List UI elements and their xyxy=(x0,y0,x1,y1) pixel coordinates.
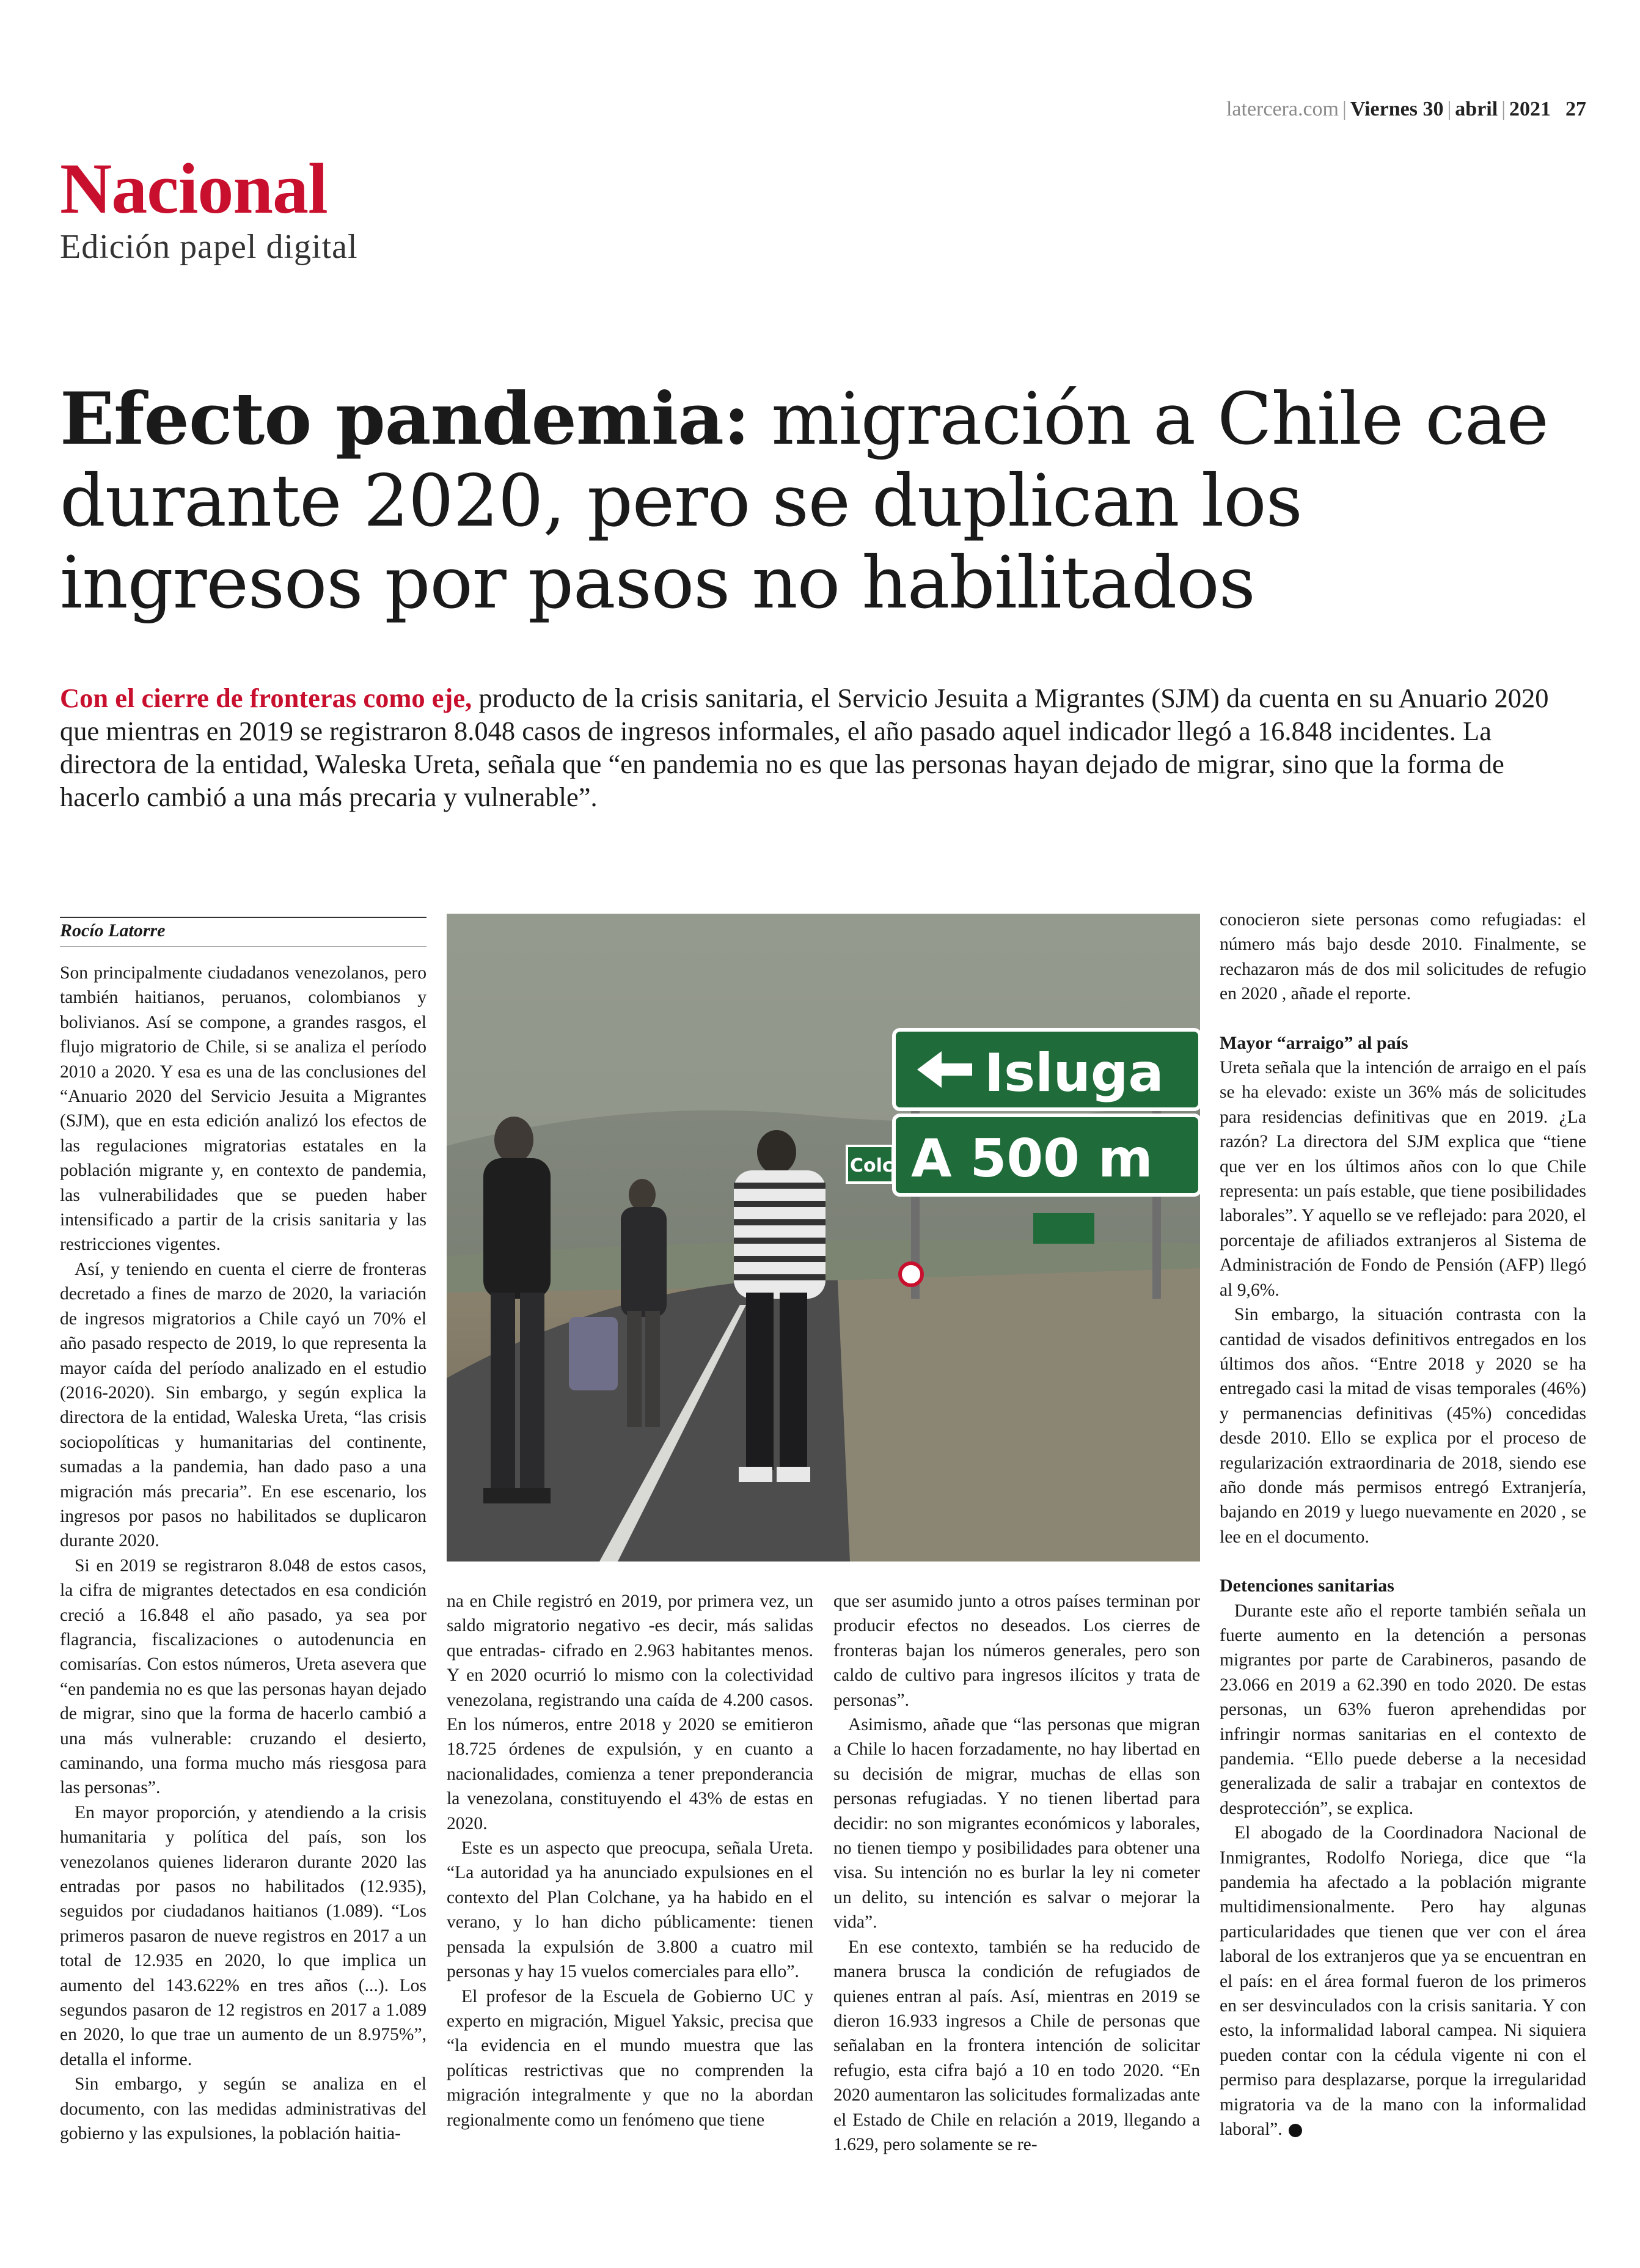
paragraph-text: El abogado de la Coordinadora Nacional de Inmigrantes, Rodolfo Noriega, dice que “la pandemia ha afectado a la población migrante multidimensionalmente. Pero hay algunas particularidades que tienen que ver con el área laboral de los extranjeros que ya se encuentran en el país: en el área formal fueron de los primeros en ser desvinculados con la crisis sanitaria. Y con esto, la informalidad laboral campea. Ni siquiera pueden contar con la cédula vigente ni con el permiso para desplazarse, porque la irregularidad migratoria va de la mano con la informalidad laboral”. xyxy=(1220,1823,1586,2140)
sign-distance: A 500 m xyxy=(911,1128,1153,1189)
paragraph: que ser asumido junto a otros países terminan por producir efectos no deseados. Los cierres de fronteras bajan los números generales, pero son caldo de cultivo para ingresos ilícitos y trata de personas”. xyxy=(833,1591,1200,1710)
subheading: Detenciones sanitarias xyxy=(1220,1576,1394,1596)
date-weekday: Viernes 30 xyxy=(1350,98,1444,120)
paragraph: Asimismo, añade que “las personas que migran a Chile lo hacen forzadamente, no hay libertad en su decisión de migrar, muchas de ellas son personas refugiadas. Y no tienen libertad para decidir: no son migrantes económicos y laborales, no tienen tiempo y posibilidades para obtener una visa. Su intención no es burlar la ley ni cometer un delito, su intención es salvar o mejorar la vida”. xyxy=(833,1715,1200,1932)
paragraph: Este es un aspecto que preocupa, señala Ureta. “La autoridad ya ha anunciado expulsiones en el contexto del Plan Colchane, ya ha habido en el verano, y lo han dicho públicamente: tienen pensada la expulsión de 3.800 a cuatro mil personas y hay 15 vuelos comerciales para ello”. xyxy=(447,1838,813,1982)
end-mark-icon xyxy=(1289,2124,1302,2137)
paragraph xyxy=(1220,1821,1586,2141)
paragraph: Si en 2019 se registraron 8.048 de estos casos, la cifra de migrantes detectados en esa condición creció a 16.848 el año pasado, ya sea por flagrancia, fiscalizaciones o autodenuncia en comisarías. Con estos números, Ureta asevera que “en pandemia no es que las personas hayan dejado de migrar, sino que la forma de hacerlo cambió a una más vulnerable: cruzando el desierto, caminando, una forma mucho más riesgosa para las personas”. xyxy=(60,1555,426,1798)
headline-rest: migración a Chile cae durante 2020, pero se duplican los ingresos por pasos no habilitados xyxy=(60,377,1548,625)
page-number: 27 xyxy=(1565,98,1586,120)
article-headline xyxy=(60,378,1587,624)
article-column-3 xyxy=(833,1589,1200,2154)
site-link[interactable]: latercera.com xyxy=(1226,98,1339,120)
subheading: Mayor “arraigo” al país xyxy=(1220,1032,1408,1053)
byline: Rocío Latorre xyxy=(60,917,426,947)
paragraph: Son principalmente ciudadanos venezolanos, pero también haitianos, peruanos, colombianos y bolivianos. Así se compone, a grandes rasgos, el flujo migratorio de Chile, si se analiza el período 2010 a 2020. Y esa es una de las conclusiones del “Anuario 2020 del Servicio Jesuita a Migrantes (SJM), que en esta edición analizó los efectos de las regulaciones migratorias estatales en la población migrante y, en contexto de pandemia, las vulnerabilidades que se pueden haber intensificado a partir de la crisis sanitaria y las restricciones vigentes. xyxy=(60,963,426,1255)
paragraph: Así, y teniendo en cuenta el cierre de fronteras decretado a fines de marzo de 2020, la variación de ingresos migratorios a Chile cayó un 70% el año pasado respecto de 2019, lo que representa la mayor caída del período analizado en el estudio (2016-2020). Sin embargo, y según explica la directora de la entidad, Waleska Ureta, “las crisis sociopolíticas y humanitarias del continente, sumadas a la pandemia, han dado paso a una migración más precaria”. En ese escenario, los ingresos por pasos no habilitados se duplicaron durante 2020. xyxy=(60,1259,426,1551)
paragraph: Durante este año el reporte también señala un fuerte aumento en la detención a personas migrantes por parte de Carabineros, pasando de 23.066 en 2019 a 62.390 en todo 2020. De estas personas, un 63% fueron aprehendidas por infringir normas sanitarias en el contexto de pandemia. “Ello puede deberse a la necesidad generalizada de salir a trabajar en contextos de desprotección”, se explica. xyxy=(1220,1601,1586,1818)
article-column-2 xyxy=(447,1589,813,2130)
paragraph: En ese contexto, también se ha reducido de manera brusca la condición de refugiados de quienes entran al país. Así, mientras en 2019 se dieron 16.933 ingresos a Chile de personas que señalaban en la frontera intención de solicitar refugio, esta cifra bajó a 10 en todo 2020. “En 2020 aumentaron las solicitudes formalizadas ante el Estado de Chile en relación a 2019, llegando a 1.629, pero solamente se re- xyxy=(833,1937,1200,2154)
paragraph: na en Chile registró en 2019, por primera vez, un saldo migratorio negativo -es decir, más salidas que entradas- cifrado en 2.963 habitantes menos. Y en 2020 ocurrió lo mismo con la colectividad venezolana, registrando una caída de 4.200 casos. En los números, entre 2018 y 2020 se emitieron 18.725 órdenes de expulsión, y en cuanto a nacionalidades, comienza a tener preponderancia la venezolana, constituyendo el 43% de estas en 2020. xyxy=(447,1591,813,1833)
article-column-1 xyxy=(60,961,426,2144)
article-column-4 xyxy=(1220,908,1586,2140)
page-header: latercera.com | Viernes 30 | abril | 2021 27 xyxy=(1226,98,1586,120)
article-photo xyxy=(447,914,1200,1562)
migrants-road-photo xyxy=(447,914,1200,1562)
paragraph: En mayor proporción, y atendiendo a la crisis humanitaria y política del país, son los venezolanos quienes lideraron durante 2020 las entradas por pasos no habilitados (12.935), seguidos por ciudadanos haitianos (1.089). “Los primeros pasaron de nueve registros en 2017 a un total de 12.935 en 2020, lo que implica un aumento del 143.622% en tres años (...). Los segundos pasaron de 12 registros en 2017 a 1.089 en 2020, lo que trae un aumento de un 8.975%”, detalla el informe. xyxy=(60,1802,426,2069)
section-title: Nacional xyxy=(60,149,328,229)
paragraph: El profesor de la Escuela de Gobierno UC y experto en migración, Miguel Yaksic, precisa que “la evidencia en el mundo muestra que las políticas restrictivas que no comprenden la migración integralmente y que no la abordan regionalmente como un fenómeno que tiene xyxy=(447,1986,813,2130)
headline-lead: Efecto pandemia: xyxy=(60,376,750,461)
paragraph: Sin embargo, la situación contrasta con la cantidad de visados definitivos entregados en los últimos dos años. “Entre 2018 y 2020 se ha entregado casi la mitad de visas temporales (46%) y permanencias definitivas (45%) concedidas desde 2010. Ello se explica por el proceso de regularización extraordinaria de 2018, siendo ese año donde más permisos entregó Extranjería, bajando en 2019 y luego nuevamente en 2020 , se lee en el documento. xyxy=(1220,1305,1586,1547)
deck-rest: producto de la crisis sanitaria, el Servicio Jesuita a Migrantes (SJM) da cuenta en su Anuario 2020 que mientras en 2019 se registraron 8.048 casos de ingresos informales, el año pasado aquel indicador llegó a 16.848 incidentes. La directora de la entidad, Waleska Ureta, señala que “en pandemia no es que las personas hayan dejado de migrar, sino que la forma de hacerlo cambió a una más precaria y vulnerable”. xyxy=(60,683,1549,812)
paragraph: Sin embargo, y según se analiza en el documento, con las medidas administrativas del gobierno y las expulsiones, la población haitia- xyxy=(60,2074,426,2144)
sign-destination: Isluga xyxy=(984,1043,1164,1104)
sign-small: Colc xyxy=(850,1155,893,1176)
date-year: 2021 xyxy=(1509,98,1551,120)
paragraph: conocieron siete personas como refugiadas: el número más bajo desde 2010. Finalmente, se rechazaron más de dos mil solicitudes de refugio en 2020 , añade el reporte. xyxy=(1220,910,1586,1004)
section-subtitle: Edición papel digital xyxy=(60,228,358,266)
date-month: abril xyxy=(1455,98,1498,120)
article-deck xyxy=(60,681,1587,813)
deck-lead: Con el cierre de fronteras como eje, xyxy=(60,683,472,713)
paragraph: Ureta señala que la intención de arraigo en el país se ha elevado: existe un 36% más de solicitudes para residencias definitivas que en 2019. ¿La razón? La directora del SJM explica que “tiene que ver en los últimos años con lo que Chile representa: un país estable, que tiene posibilidades laborales”. Y aquello se ve reflejado: para 2020, el porcentaje de afiliados extranjeros al Sistema de Administración de Fondo de Pensión (AFP) llegó al 9,6%. xyxy=(1220,1058,1586,1300)
